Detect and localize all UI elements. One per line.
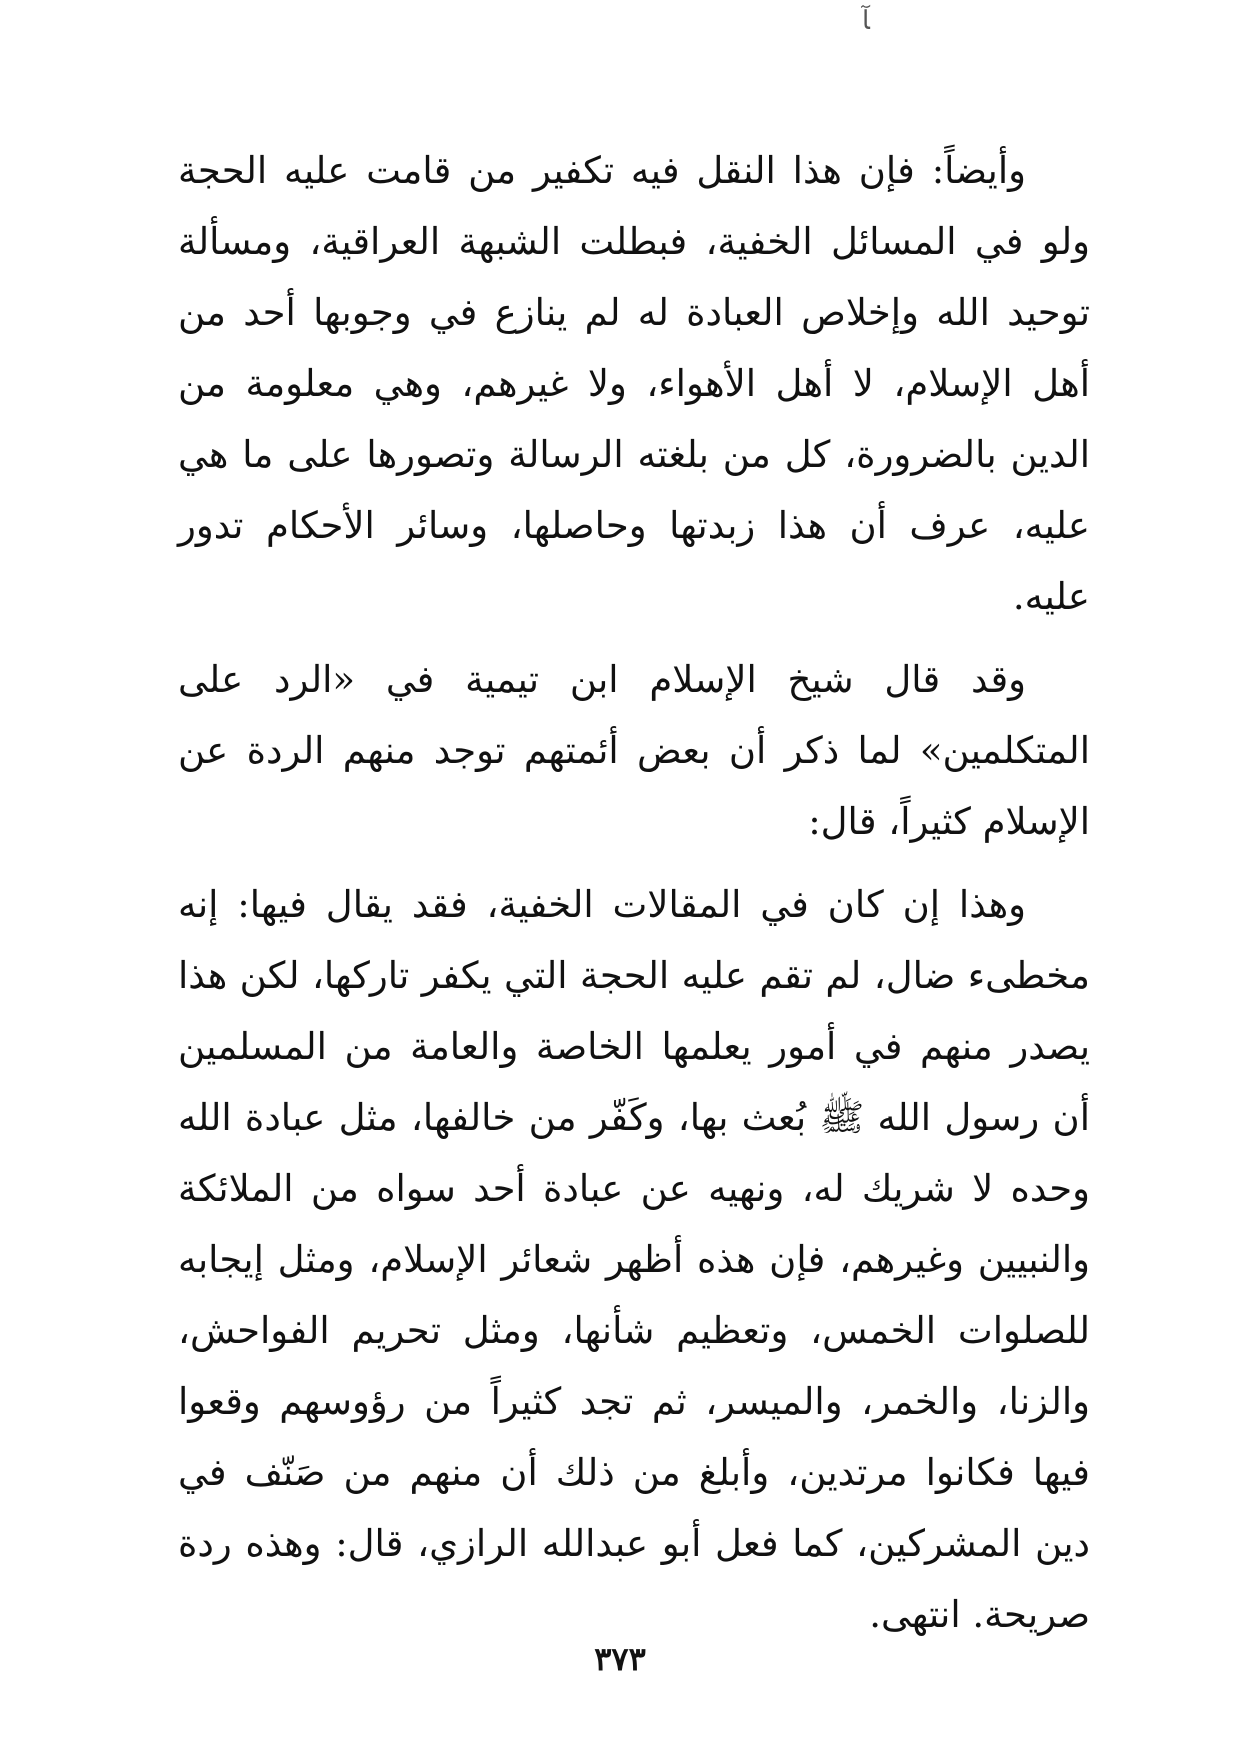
paragraph-2: وقد قال شيخ الإسلام ابن تيمية في «الرد على المتكلمين» لما ذكر أن بعض أئمتهم توجد منهم الردة عن الإسلام كثيراً، قال: bbox=[178, 658, 1090, 843]
paragraph-3: وهذا إن كان في المقالات الخفية، فقد يقال فيها: إنه مخطىء ضال، لم تقم عليه الحجة التي يكفر تاركها، لكن هذا يصدر منهم في أمور يعلمها الخاصة والعامة من المسلمين أن رسول الله ﷺ بُعث بها، وكَفّر من خالفها، مثل عبادة الله وحده لا شريك له، ونهيه عن عبادة أحد سواه من الملائكة والنبيين وغيرهم، فإن هذه أظهر شعائر الإسلام، ومثل إيجابه للصلوات الخمس، وتعظيم شأنها، ومثل تحريم الفواحش، والزنا، والخمر، والميسر، ثم تجد كثيراً من رؤوسهم وقعوا فيها فكانوا مرتدين، وأبلغ من ذلك أن منهم من صَنّف في دين المشركين، كما فعل أبو عبدالله الرازي، قال: وهذه ردة صريحة. انتهى. bbox=[178, 883, 1090, 1636]
paragraph-1: وأيضاً: فإن هذا النقل فيه تكفير من قامت عليه الحجة ولو في المسائل الخفية، فبطلت الشبهة العراقية، ومسألة توحيد الله وإخلاص العبادة له لم ينازع في وجوبها أحد من أهل الإسلام، لا أهل الأهواء، ولا غيرهم، وهي معلومة من الدين بالضرورة، كل من بلغته الرسالة وتصورها على ما هي عليه، عرف أن هذا زبدتها وحاصلها، وسائر الأحكام تدور عليه. bbox=[178, 149, 1090, 618]
page-number: ٣٧٣ bbox=[594, 1640, 646, 1678]
top-margin-mark: ﺂ bbox=[862, 6, 870, 36]
body-text bbox=[178, 135, 1090, 1662]
